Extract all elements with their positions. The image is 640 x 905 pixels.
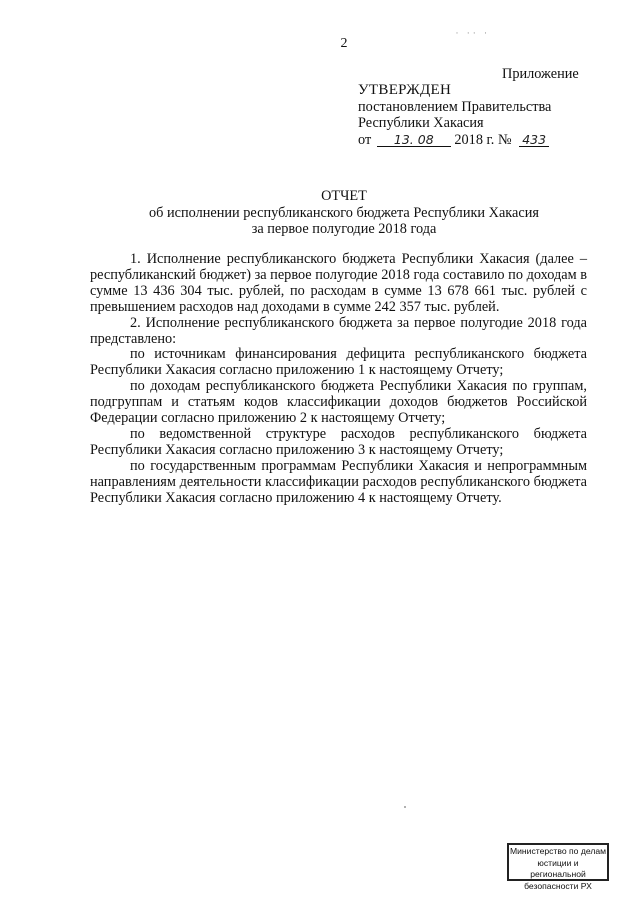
page-number: 2	[340, 36, 348, 51]
title-line-2: об исполнении республиканского бюджета Республики Хакасия	[149, 204, 539, 221]
paragraph-2: 2. Исполнение республиканского бюджета за первое полугодие 2018 года представлено:	[90, 314, 587, 347]
report-body	[90, 252, 587, 507]
decree-line-2: Республики Хакасия	[358, 115, 484, 131]
approved-heading: УТВЕРЖДЕН	[358, 82, 452, 98]
registration-stamp	[507, 843, 609, 891]
date-prefix: от	[358, 131, 372, 148]
decree-line-1: постановлением Правительства	[358, 98, 552, 115]
scan-specks: · ·· ·	[455, 28, 490, 38]
handwritten-date: 13. 08	[377, 133, 451, 147]
stamp-line-3: безопасности РХ	[524, 880, 592, 891]
year-number-label: 2018 г. №	[454, 131, 512, 148]
report-title	[0, 188, 640, 238]
title-line-3: за первое полугодие 2018 года	[251, 221, 437, 237]
paragraph-4: по доходам республиканского бюджета Республики Хакасия по группам, подгруппам и статьям кодов классификации доходов бюджетов Российской Федерации согласно приложению 2 к настоящему Отчету;	[90, 378, 587, 427]
scan-dot	[404, 806, 406, 808]
decree-date-line	[358, 132, 551, 149]
approval-block	[358, 82, 551, 148]
paragraph-5: по ведомственной структуре расходов республиканского бюджета Республики Хакасия согласно приложению 3 к настоящему Отчету;	[90, 425, 587, 458]
appendix-label: Приложение	[502, 66, 579, 82]
handwritten-number: 433	[519, 133, 549, 147]
stamp-line-1: Министерство по делам	[509, 846, 607, 856]
paragraph-3: по источникам финансирования дефицита республиканского бюджета Республики Хакасия согласно приложению 1 к настоящему Отчету;	[90, 346, 587, 379]
stamp-line-2: юстиции и региональной	[530, 857, 586, 879]
title-line-1: ОТЧЕТ	[321, 188, 367, 204]
paragraph-6: по государственным программам Республики Хакасия и непрограммным направлениям деятельности классификации расходов республиканского бюджета Республики Хакасия согласно приложению 4 к настоящему Отчету.	[90, 457, 587, 506]
paragraph-1: 1. Исполнение республиканского бюджета Республики Хакасия (далее – республиканский бюджет) за первое полугодие 2018 года составило по доходам в сумме 13 436 304 тыс. рублей, по расходам в сумме 13 678 661 тыс. рублей с превышением расходов над доходами в сумме 242 357 тыс. рублей.	[90, 251, 587, 315]
